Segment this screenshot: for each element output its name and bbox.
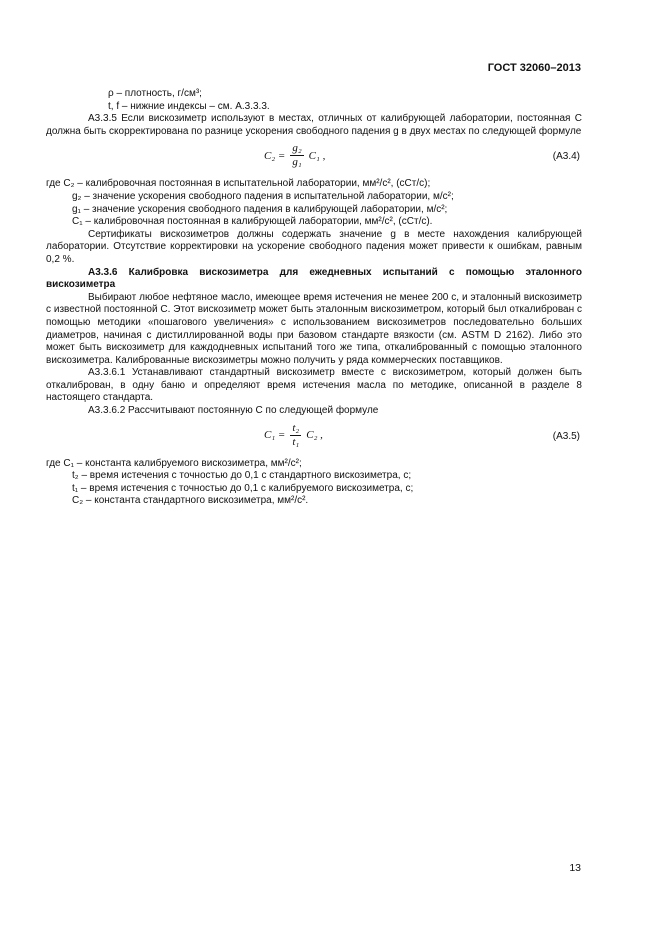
g1-definition: g₁ – значение ускорения свободного падения в калибрующей лаборатории, м/с²; xyxy=(72,203,448,215)
paragraph-certificates: Сертификаты вискозиметров должны содержать значение g в месте нахождения калибрующей лаборатории. Отсутствие корректировки на ускорение свободного падения может привести к ошибкам, равным 0,2 %. xyxy=(46,228,582,265)
paragraph-select-oil: Выбирают любое нефтяное масло, имеющее время истечения не менее 200 с, и эталонный вискозиметр с известной постоянной C. Этот вискозиметр может быть эталонным вискозиметром, который был откалиброван с помощью методики «пошагового увеличения» с использованием вискозиметров последовательно больших диаметров, начиная с дистиллированной воды при базовом стандарте вязкости (см. ASTM D 2162). Либо это может быть вискозиметр для каждодневных испытаний того же типа, откалиброванный с помощью эталонного вискозиметра. Калиброванные вискозиметры можно получить у ряда коммерческих поставщиков. xyxy=(46,291,582,366)
formula1-number: (А3.4) xyxy=(552,151,580,163)
formula1-rhs: C₁ , xyxy=(308,149,326,162)
document-header: ГОСТ 32060–2013 xyxy=(487,62,581,74)
formula1-numerator: g₂ xyxy=(292,142,302,155)
heading-a336: А3.3.6 Калибровка вискозиметра для ежедневных испытаний с помощью эталонного вискозиметра xyxy=(46,266,582,291)
formula2-fraction xyxy=(290,422,301,449)
formula-a34 xyxy=(46,140,582,176)
paragraph-a3361: А3.3.6.1 Устанавливают стандартный вискозиметр вместе с вискозиметром, который должен быть откалиброван, в одну баню и определяют время истечения масла по методике, описанной в разделе 8 настоящего стандарта. xyxy=(46,367,582,404)
paragraph-a335: А3.3.5 Если вискозиметр используют в местах, отличных от калибрующей лаборатории, постоянная C должна быть скорректирована по разнице ускорения свободного падения g в двух местах по следующей формуле xyxy=(46,113,582,137)
formula-a35 xyxy=(46,420,582,456)
formula2-lhs: C₁ = xyxy=(264,428,286,441)
where-c2: где C₂ – калибровочная постоянная в испытательной лаборатории, мм²/с², (сСт/с); xyxy=(46,178,431,190)
c2-definition: C₂ – константа стандартного вискозиметра, мм²/с². xyxy=(72,495,309,507)
indices-definition: t, f – нижние индексы – см. А.3.3.3. xyxy=(108,100,270,112)
document-body xyxy=(46,88,582,508)
c1-definition: C₁ – калибровочная постоянная в калибрующей лаборатории, мм²/с², (сСт/с). xyxy=(72,216,433,228)
formula2-rhs: C₂ , xyxy=(306,428,323,441)
g2-definition: g₂ – значение ускорения свободного падения в испытательной лаборатории, м/с²; xyxy=(72,190,454,202)
formula1-fraction xyxy=(290,142,303,169)
page-number: 13 xyxy=(569,862,581,874)
where-c1: где C₁ – константа калибруемого вискозиметра, мм²/с²; xyxy=(46,457,302,469)
formula1-lhs: C₂ = xyxy=(264,149,286,162)
rho-definition: ρ – плотность, г/см³; xyxy=(108,88,202,99)
formula2-denominator: t₁ xyxy=(292,435,300,448)
t2-definition: t₂ – время истечения с точностью до 0,1 с стандартного вискозиметра, с; xyxy=(72,470,412,482)
paragraph-a3362: А3.3.6.2 Рассчитывают постоянную C по следующей формуле xyxy=(88,405,379,417)
formula1-denominator: g₁ xyxy=(292,156,302,169)
t1-definition: t₁ – время истечения с точностью до 0,1 с калибруемого вискозиметра, с; xyxy=(72,482,414,494)
formula2-number: (А3.5) xyxy=(552,430,580,442)
formula2-numerator: t₂ xyxy=(292,421,300,434)
